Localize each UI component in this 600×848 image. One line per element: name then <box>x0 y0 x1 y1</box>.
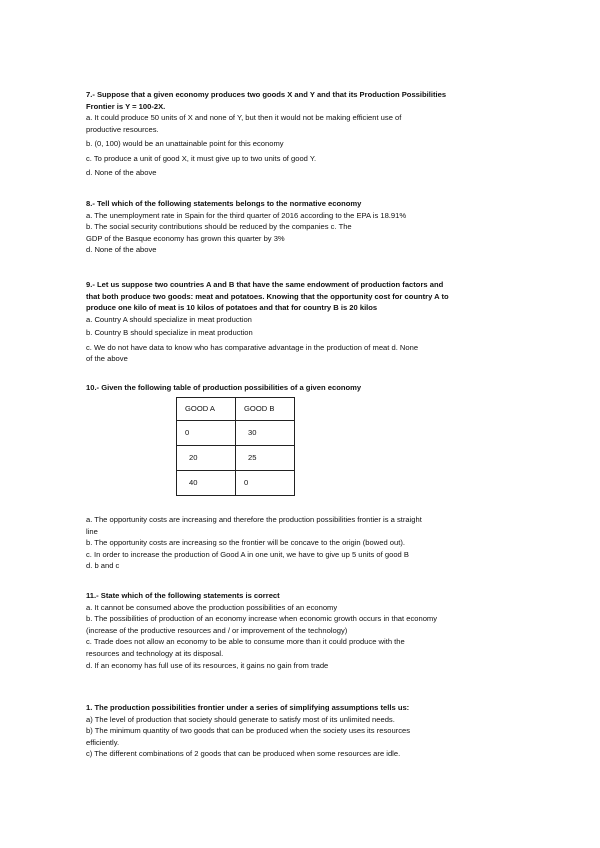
question-9-option-c-line-1: c. We do not have data to know who has comparative advantage in the production of meat d. None <box>86 342 419 352</box>
question-8-option-b-line-1: b. The social security contributions should be reduced by the companies c. The <box>86 222 352 231</box>
table-cell: 20 <box>177 446 236 471</box>
question-11-option-d: d. If an economy has full use of its resources, it gains no gain from trade <box>86 661 329 670</box>
question-11-option-c-line-1: c. Trade does not allow an economy to be able to consume more than it could produce with the <box>86 637 405 646</box>
question-10-option-b: b. The opportunity costs are increasing so the frontier will be concave to the origin (bowed out). <box>86 538 405 547</box>
production-possibilities-table <box>176 397 295 496</box>
question-11-title: 11.- State which of the following statements is correct <box>86 591 280 600</box>
question-10-options <box>86 514 518 572</box>
question-1 <box>86 702 518 760</box>
question-7-option-a-line-1: a. It could produce 50 units of X and none of Y, but then it would not be making efficient use of <box>86 113 402 122</box>
table-row <box>177 471 295 496</box>
question-7-title-line-2: Frontier is Y = 100-2X. <box>86 101 166 111</box>
table-row <box>177 446 295 471</box>
question-1-option-b-line-2: efficiently. <box>86 737 120 747</box>
question-7-option-b: b. (0, 100) would be an unattainable point for this economy <box>86 139 284 148</box>
question-9 <box>86 279 518 365</box>
question-7 <box>86 89 518 179</box>
question-8 <box>86 198 518 256</box>
table-cell: 25 <box>236 446 295 471</box>
table-cell: 40 <box>177 471 236 496</box>
question-11-option-b-line-1: b. The possibilities of production of an economy increase when economic growth occurs in that economy <box>86 614 438 623</box>
question-10-option-a-line-2: line <box>86 526 98 536</box>
table-cell: 0 <box>177 421 236 446</box>
question-8-option-a: a. The unemployment rate in Spain for the third quarter of 2016 according to the EPA is 18.91% <box>86 210 407 220</box>
question-8-title: 8.- Tell which of the following statements belongs to the normative economy <box>86 199 362 208</box>
question-8-option-d: d. None of the above <box>86 245 157 254</box>
question-11-option-b-line-2: (increase of the productive resources and / or improvement of the technology) <box>86 625 348 635</box>
table-row <box>177 421 295 446</box>
question-7-option-c: c. To produce a unit of good X, it must give up to two units of good Y. <box>86 153 317 163</box>
question-8-option-b-line-2: GDP of the Basque economy has grown this quarter by 3% <box>86 233 285 243</box>
question-9-option-b: b. Country B should specialize in meat production <box>86 328 253 337</box>
question-10-title: 10.- Given the following table of production possibilities of a given economy <box>86 383 362 392</box>
table-cell: 0 <box>236 471 295 496</box>
question-9-option-a: a. Country A should specialize in meat production <box>86 314 252 324</box>
table-header-good-a: GOOD A <box>177 398 236 421</box>
question-10 <box>86 382 518 394</box>
question-7-option-d: d. None of the above <box>86 168 157 177</box>
question-11-option-c-line-2: resources and technology at its disposal. <box>86 648 224 658</box>
question-7-option-a-line-2: productive resources. <box>86 124 159 134</box>
question-11-option-a: a. It cannot be consumed above the production possibilities of an economy <box>86 602 338 612</box>
question-10-option-d: d. b and c <box>86 561 120 570</box>
question-9-title-line-3: produce one kilo of meat is 10 kilos of potatoes and that for country B is 20 kilos <box>86 303 378 312</box>
question-1-option-b-line-1: b) The minimum quantity of two goods that can be produced when the society uses its resources <box>86 726 411 735</box>
question-10-option-a-line-1: a. The opportunity costs are increasing and therefore the production possibilities frontier is a straight <box>86 515 422 524</box>
question-1-title: 1. The production possibilities frontier under a series of simplifying assumptions tells us: <box>86 703 410 712</box>
table-header-row <box>177 398 295 421</box>
question-7-title-line-1: 7.- Suppose that a given economy produces two goods X and Y and that its Production Possibilities <box>86 90 447 99</box>
question-9-title-line-1: 9.- Let us suppose two countries A and B that have the same endowment of production factors and <box>86 280 444 289</box>
question-9-option-c-line-2: of the above <box>86 354 128 363</box>
question-1-option-c: c) The different combinations of 2 goods that can be produced when some resources are idle. <box>86 749 401 758</box>
question-11 <box>86 590 518 672</box>
table-cell: 30 <box>236 421 295 446</box>
question-1-option-a: a) The level of production that society should generate to satisfy most of its unlimited needs. <box>86 714 395 724</box>
table-header-good-b: GOOD B <box>236 398 295 421</box>
question-9-title-line-2: that both produce two goods: meat and potatoes. Knowing that the opportunity cost for country A to <box>86 291 449 301</box>
question-10-option-c: c. In order to increase the production of Good A in one unit, we have to give up 5 units of good B <box>86 549 409 559</box>
